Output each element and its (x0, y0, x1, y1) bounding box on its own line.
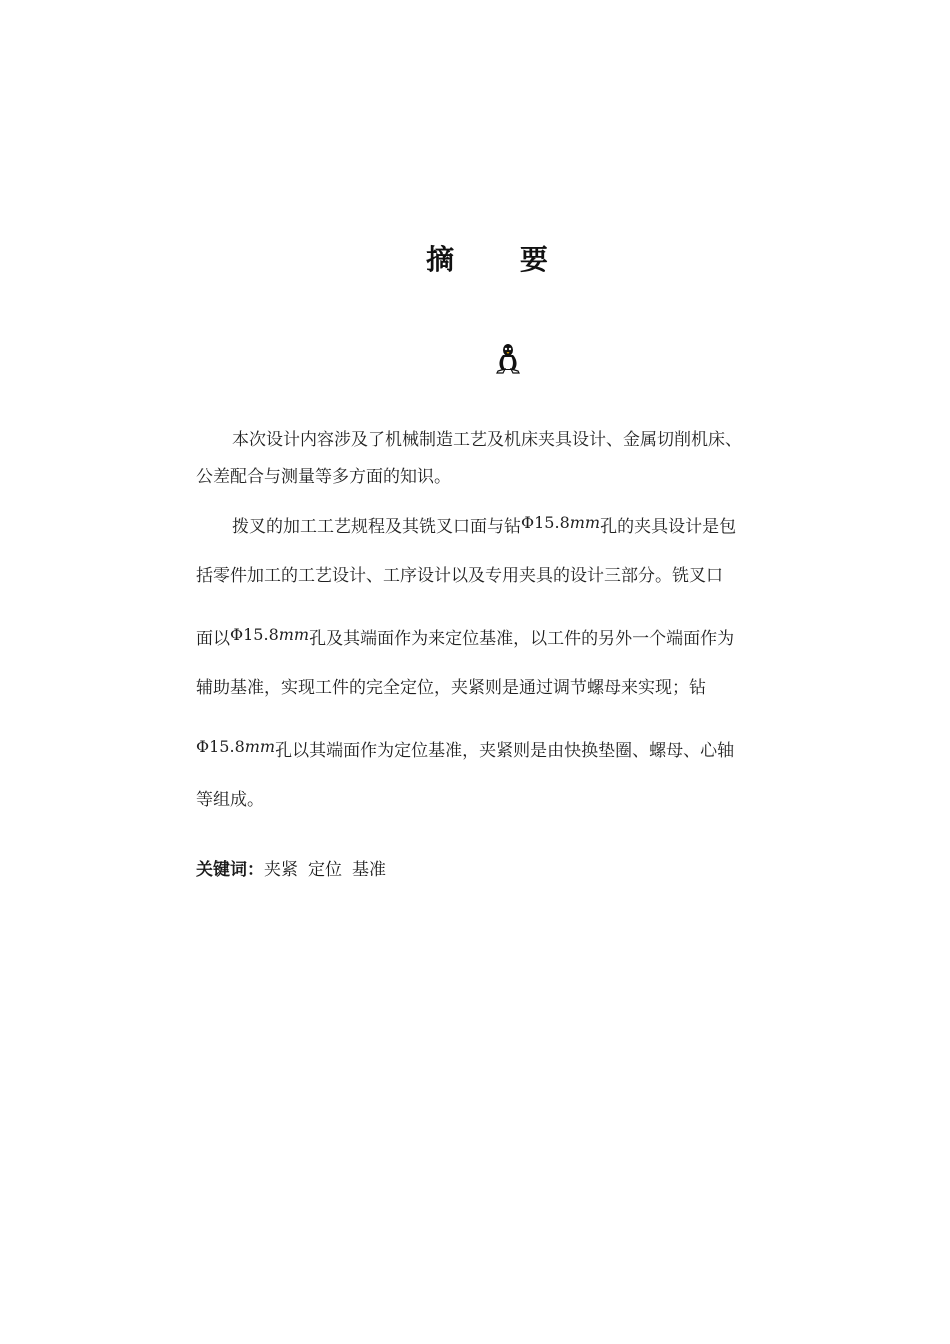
keyword-item: 定位 (308, 860, 342, 880)
p2-line1-text-b: 孔的夹具设计是包 (600, 517, 737, 537)
p2-line3-phi: Φ15.8 (230, 625, 279, 644)
p2-line3-text-b: 孔及其端面作为来定位基准，以工件的另外一个端面作为 (309, 629, 735, 649)
keyword-item: 基准 (352, 860, 386, 880)
p2-line3 (196, 624, 734, 649)
p2-line3-unit: mm (278, 625, 310, 644)
p2-line6: 等组成。 (196, 790, 264, 810)
keywords-label: 关键词： (196, 860, 264, 880)
p2-line1-formula (521, 513, 600, 532)
keywords-line (196, 855, 396, 880)
p2-line5 (196, 736, 734, 761)
penguin-icon (494, 342, 522, 374)
abstract-title: 摘 要 (426, 243, 576, 276)
p2-line1 (232, 512, 736, 537)
p2-line4: 辅助基准，实现工件的完全定位，夹紧则是通过调节螺母来实现；钻 (196, 678, 706, 698)
p1-line2: 公差配合与测量等多方面的知识。 (196, 467, 451, 487)
p2-line1-phi: Φ15.8 (521, 513, 570, 532)
p2-line5-text-b: 孔以其端面作为定位基准，夹紧则是由快换垫圈、螺母、心轴 (275, 741, 735, 761)
p2-line2: 括零件加工的工艺设计、工序设计以及专用夹具的设计三部分。铣叉口 (196, 566, 723, 586)
p2-line3-formula (230, 625, 309, 644)
p2-line1-unit: mm (569, 513, 601, 532)
p2-line5-unit: mm (244, 737, 276, 756)
p2-line5-phi: Φ15.8 (196, 737, 245, 756)
p1-line1: 本次设计内容涉及了机械制造工艺及机床夹具设计、金属切削机床、 (232, 430, 742, 450)
p2-line3-text-a: 面以 (196, 629, 230, 649)
p2-line5-formula (196, 737, 275, 756)
keyword-item: 夹紧 (264, 860, 298, 880)
p2-line1-text-a: 拨叉的加工工艺规程及其铣叉口面与钻 (232, 517, 521, 537)
